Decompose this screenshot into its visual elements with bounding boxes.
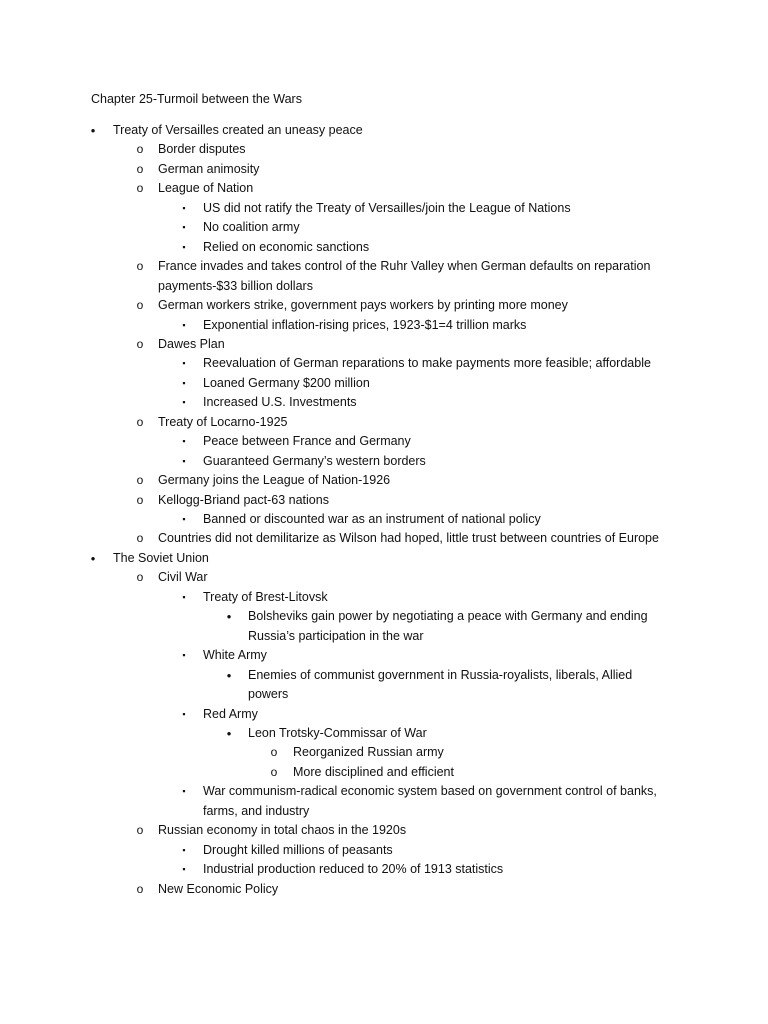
list-item xyxy=(0,705,768,725)
list-item-text: Guaranteed Germany’s western borders xyxy=(203,453,426,468)
list-item-continuation xyxy=(0,685,768,705)
list-item xyxy=(0,860,768,880)
bullet-marker: ▪ xyxy=(182,377,186,388)
bullet-marker: ▪ xyxy=(182,436,186,447)
bullet-marker: ▪ xyxy=(182,591,186,602)
list-item xyxy=(0,763,768,783)
list-item-text: League of Nation xyxy=(158,181,254,196)
list-item xyxy=(0,393,768,413)
list-item-text: War communism-radical economic system based on government control of banks, xyxy=(203,784,657,799)
list-item-text: Treaty of Versailles created an uneasy peace xyxy=(113,123,363,137)
list-item-text: Drought killed millions of peasants xyxy=(203,842,393,857)
list-item xyxy=(0,782,768,802)
list-item-text: powers xyxy=(248,687,289,702)
list-item-text: payments-$33 billion dollars xyxy=(158,278,313,293)
list-item-text: France invades and takes control of the Ruhr Valley when German defaults on reparation xyxy=(158,259,651,274)
list-item-text: Industrial production reduced to 20% of 1913 statistics xyxy=(203,862,504,877)
bullet-marker: ▪ xyxy=(182,650,186,661)
list-item-text: The Soviet Union xyxy=(113,550,209,565)
list-item-text: German workers strike, government pays workers by printing more money xyxy=(158,298,568,313)
bullet-marker: o xyxy=(136,881,144,896)
bullet-marker: o xyxy=(136,531,144,546)
list-item xyxy=(0,607,768,627)
list-item xyxy=(0,471,768,491)
list-item-text: US did not ratify the Treaty of Versailles/join the League of Nations xyxy=(203,200,571,215)
bullet-marker: o xyxy=(136,414,144,429)
list-item xyxy=(0,160,768,180)
bullet-marker: o xyxy=(270,764,278,779)
bullet-marker: o xyxy=(136,259,144,274)
list-item xyxy=(0,316,768,336)
list-item-text: Treaty of Locarno-1925 xyxy=(158,414,288,429)
bullet-marker: ▪ xyxy=(182,514,186,524)
list-item xyxy=(0,666,768,686)
list-item xyxy=(0,510,768,530)
list-item-text: Civil War xyxy=(158,570,208,585)
list-item xyxy=(0,841,768,861)
bullet-marker: ▪ xyxy=(182,222,186,233)
list-item-text: More disciplined and efficient xyxy=(293,764,454,779)
list-item-text: Kellogg-Briand pact-63 nations xyxy=(158,492,329,507)
bullet-marker: o xyxy=(136,570,144,585)
list-item xyxy=(0,354,768,374)
bullet-marker: ▪ xyxy=(182,708,186,719)
bullet-marker: ▪ xyxy=(182,241,186,252)
list-item xyxy=(0,296,768,316)
list-item-text: Treaty of Brest-Litovsk xyxy=(203,589,328,604)
list-item xyxy=(0,491,768,511)
list-item-text: farms, and industry xyxy=(203,803,310,818)
bullet-marker: ▪ xyxy=(182,397,186,408)
bullet-marker: • xyxy=(90,123,96,138)
list-item-text: Leon Trotsky-Commissar of War xyxy=(248,725,427,740)
list-item-text: Relied on economic sanctions xyxy=(203,239,370,254)
list-item-text: Bolsheviks gain power by negotiating a peace with Germany and ending xyxy=(248,609,648,624)
list-item-continuation xyxy=(0,627,768,647)
list-item-text: No coalition army xyxy=(203,220,300,235)
list-item xyxy=(0,529,768,549)
bullet-marker: • xyxy=(226,667,232,683)
list-item-text: Germany joins the League of Nation-1926 xyxy=(158,473,391,488)
list-item xyxy=(0,374,768,394)
bullet-marker: o xyxy=(136,181,144,196)
bullet-marker: o xyxy=(136,336,144,351)
list-item xyxy=(0,549,768,569)
page-title: Chapter 25-Turmoil between the Wars xyxy=(91,92,302,106)
bullet-marker: ▪ xyxy=(182,358,186,369)
bullet-marker: • xyxy=(226,609,232,625)
bullet-marker: ▪ xyxy=(182,455,186,466)
bullet-marker: o xyxy=(136,823,144,838)
list-item-text: Red Army xyxy=(203,706,258,721)
list-item xyxy=(0,568,768,588)
list-item-text: Banned or discounted war as an instrument of national policy xyxy=(203,512,541,526)
bullet-marker: ▪ xyxy=(182,319,186,330)
list-item-text: Russia’s participation in the war xyxy=(248,628,424,643)
list-item-text: Countries did not demilitarize as Wilson had hoped, little trust between countries of Europe xyxy=(158,531,659,546)
list-item-text: Peace between France and Germany xyxy=(203,434,411,449)
list-item xyxy=(0,413,768,433)
list-item xyxy=(0,199,768,219)
list-item-text: Increased U.S. Investments xyxy=(203,395,357,410)
list-item xyxy=(0,646,768,666)
list-item xyxy=(0,588,768,608)
list-item xyxy=(0,179,768,199)
list-item xyxy=(0,335,768,355)
list-item xyxy=(0,821,768,841)
list-item xyxy=(0,121,768,141)
list-item-text: Loaned Germany $200 million xyxy=(203,375,370,390)
list-item-text: New Economic Policy xyxy=(158,881,279,896)
list-item xyxy=(0,218,768,238)
bullet-marker: ▪ xyxy=(182,844,186,855)
list-item xyxy=(0,432,768,452)
list-item xyxy=(0,724,768,744)
list-item-text: Russian economy in total chaos in the 1920s xyxy=(158,823,407,838)
bullet-marker: o xyxy=(136,298,144,313)
list-item-continuation xyxy=(0,277,768,297)
list-item xyxy=(0,880,768,900)
list-item-text: German animosity xyxy=(158,161,260,176)
list-item xyxy=(0,743,768,763)
list-item-text: Exponential inflation-rising prices, 1923-$1=4 trillion marks xyxy=(203,317,527,332)
list-item-text: Reevaluation of German reparations to make payments more feasible; affordable xyxy=(203,356,651,371)
bullet-marker: o xyxy=(136,142,144,157)
list-item-text: Reorganized Russian army xyxy=(293,745,444,760)
bullet-marker: o xyxy=(136,473,144,488)
bullet-marker: o xyxy=(136,492,144,507)
list-item xyxy=(0,452,768,472)
bullet-marker: ▪ xyxy=(182,786,186,797)
bullet-marker: ▪ xyxy=(182,864,186,875)
list-item-text: Enemies of communist government in Russia-royalists, liberals, Allied xyxy=(248,667,633,682)
list-item-continuation xyxy=(0,802,768,822)
list-item-text: Dawes Plan xyxy=(158,336,225,351)
bullet-marker: ▪ xyxy=(182,202,186,213)
bullet-marker: o xyxy=(136,161,144,176)
list-item xyxy=(0,140,768,160)
bullet-marker: • xyxy=(226,725,232,741)
bullet-marker: • xyxy=(90,550,96,566)
list-item-text: Border disputes xyxy=(158,142,246,157)
bullet-marker: o xyxy=(270,745,278,760)
list-item xyxy=(0,238,768,258)
list-item-text: White Army xyxy=(203,648,267,663)
list-item xyxy=(0,257,768,277)
